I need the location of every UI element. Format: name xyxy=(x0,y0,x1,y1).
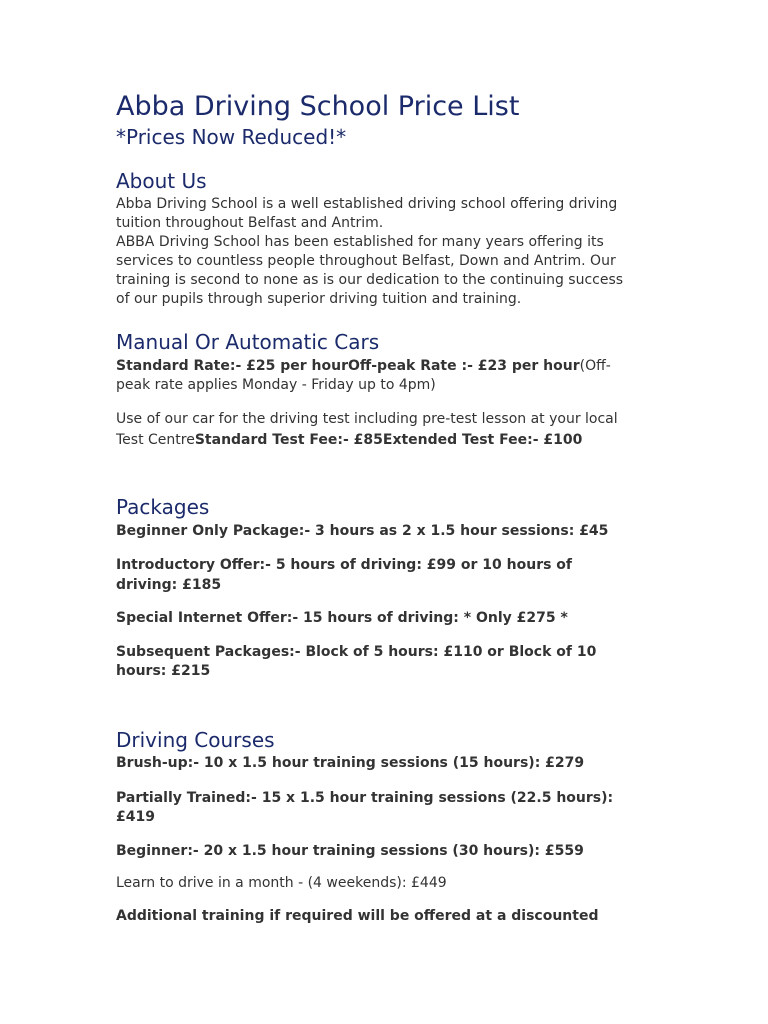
test-fees-text: Standard Test Fee:- £85Extended Test Fee:- £100 xyxy=(194,432,583,448)
about-line-3: ABBA Driving School has been established for many years offering its xyxy=(116,234,604,250)
course-beginner: Beginner:- 20 x 1.5 hour training sessions (30 hours): £559 xyxy=(116,843,584,859)
package-beginner: Beginner Only Package:- 3 hours as 2 x 1.5 hour sessions: £45 xyxy=(116,523,609,539)
rates-line xyxy=(116,357,656,376)
package-subsequent-line-1: Subsequent Packages:- Block of 5 hours: £110 or Block of 10 xyxy=(116,644,597,660)
course-month: Learn to drive in a month - (4 weekends): £449 xyxy=(116,875,447,891)
additional-training-note: Additional training if required will be offered at a discounted xyxy=(116,908,599,924)
rates-note-line: peak rate applies Monday - Friday up to 4pm) xyxy=(116,377,436,393)
package-subsequent-line-2: hours: £215 xyxy=(116,663,211,679)
manual-heading: Manual Or Automatic Cars xyxy=(116,330,380,354)
about-line-1: Abba Driving School is a well established driving school offering driving xyxy=(116,196,618,212)
page-subtitle: *Prices Now Reduced!* xyxy=(116,125,347,149)
test-line-2 xyxy=(116,431,656,450)
test-line-1: Use of our car for the driving test including pre-test lesson at your local xyxy=(116,411,618,427)
page-title: Abba Driving School Price List xyxy=(116,91,520,122)
about-line-5: training is second to none as is our dedication to the continuing success xyxy=(116,272,624,288)
packages-heading: Packages xyxy=(116,495,210,519)
about-line-6: of our pupils through superior driving tuition and training. xyxy=(116,291,522,307)
course-brushup: Brush-up:- 10 x 1.5 hour training sessions (15 hours): £279 xyxy=(116,755,585,771)
package-special: Special Internet Offer:- 15 hours of driving: * Only £275 * xyxy=(116,610,568,626)
about-line-2: tuition throughout Belfast and Antrim. xyxy=(116,215,384,231)
package-intro-line-1: Introductory Offer:- 5 hours of driving: £99 or 10 hours of xyxy=(116,557,573,573)
test-centre-text: Test Centre xyxy=(116,432,195,448)
course-partial-line-1: Partially Trained:- 15 x 1.5 hour training sessions (22.5 hours): xyxy=(116,790,614,806)
rates-note-start: (Off- xyxy=(579,358,611,374)
about-line-4: services to countless people throughout Belfast, Down and Antrim. Our xyxy=(116,253,616,269)
about-heading: About Us xyxy=(116,169,207,193)
courses-heading: Driving Courses xyxy=(116,728,275,752)
rates-bold-text: Standard Rate:- £25 per hourOff-peak Rate :- £23 per hour xyxy=(116,358,580,374)
course-partial-line-2: £419 xyxy=(116,809,155,825)
package-intro-line-2: driving: £185 xyxy=(116,577,222,593)
